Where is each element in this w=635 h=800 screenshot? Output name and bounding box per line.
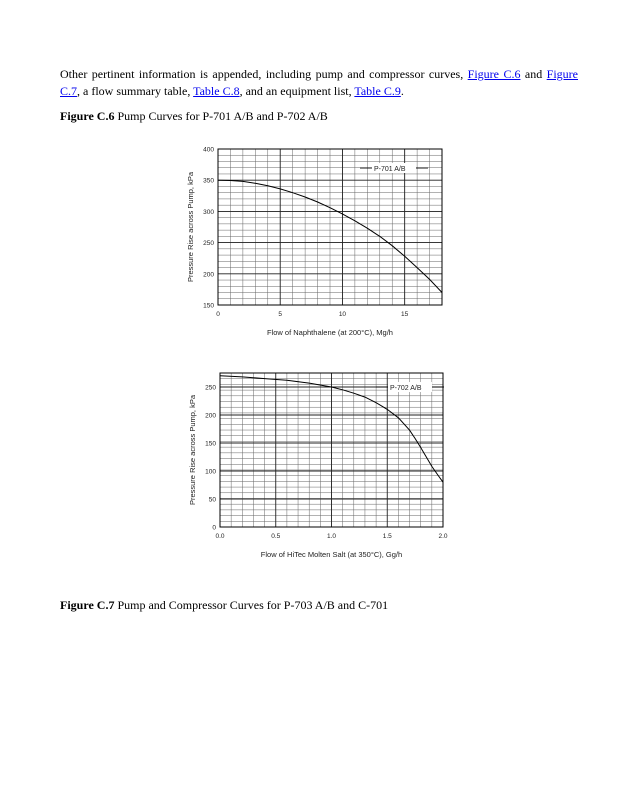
y-axis-label: Pressure Rise across Pump, kPa [188, 394, 197, 506]
y-axis-label: Pressure Rise across Pump, kPa [186, 171, 195, 283]
figure-c7-caption-text: Pump and Compressor Curves for P-703 A/B and C-701 [114, 598, 389, 612]
y-tick-label: 250 [203, 240, 214, 248]
figure-c6-caption-text: Pump Curves for P-701 A/B and P-702 A/B [114, 109, 328, 123]
y-tick-label: 200 [205, 412, 216, 420]
intro-text-3: , a flow summary table, [77, 84, 194, 98]
x-tick-label: 0 [216, 311, 220, 318]
y-tick-label: 300 [203, 208, 214, 216]
figure-c7-caption [60, 598, 388, 613]
intro-text-1: Other pertinent information is appended, including pump and compressor curves, [60, 67, 468, 81]
figure-c6-label: Figure C.6 [60, 109, 115, 123]
x-tick-label: 2.0 [438, 533, 448, 540]
link-table-c9[interactable]: Table C.9 [354, 84, 401, 98]
x-tick-label: 15 [401, 311, 409, 318]
intro-text-4: , and an equipment list, [239, 84, 355, 98]
y-tick-label: 150 [203, 302, 214, 310]
figure-c7-label: Figure C.7 [60, 598, 115, 612]
link-figure-c6[interactable]: Figure C.6 [467, 67, 521, 81]
y-tick-label: 400 [203, 146, 214, 154]
link-table-c8[interactable]: Table C.8 [193, 84, 240, 98]
x-tick-label: 1.5 [382, 533, 392, 540]
y-tick-label: 50 [208, 496, 216, 504]
x-tick-label: 0.5 [271, 533, 281, 540]
legend-label: P-702 A/B [390, 385, 422, 392]
x-tick-label: 1.0 [326, 533, 337, 540]
x-axis-label: Flow of Naphthalene (at 200°C), Mg/h [267, 328, 393, 337]
intro-text-5: . [400, 84, 404, 98]
y-tick-label: 350 [203, 177, 214, 185]
x-tick-label: 5 [278, 311, 283, 318]
y-tick-label: 200 [203, 271, 214, 279]
y-tick-label: 250 [205, 384, 216, 392]
y-tick-label: 0 [212, 524, 216, 532]
x-tick-label: 0.0 [215, 533, 225, 540]
legend-label: P-701 A/B [374, 166, 406, 173]
x-tick-label: 10 [338, 311, 347, 318]
link-figure-c7[interactable]: Figure C.7 [60, 67, 579, 98]
y-tick-label: 100 [205, 468, 216, 476]
y-tick-label: 150 [205, 440, 216, 448]
intro-text-2: and [520, 67, 547, 81]
x-axis-label: Flow of HiTec Molten Salt (at 350°C), Gg/h [260, 550, 403, 559]
